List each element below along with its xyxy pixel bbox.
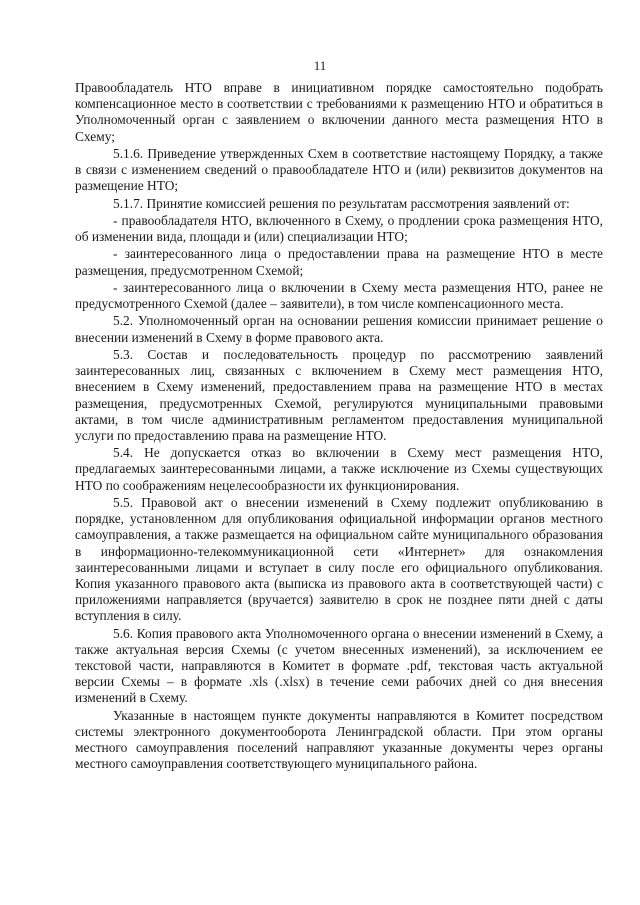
paragraph: 5.1.6. Приведение утвержденных Схем в соответствие настоящему Порядку, а также в связи с изменением сведений о правообладателе НТО и (или) реквизитов документов на размещение НТО;: [75, 145, 603, 194]
document-body: [75, 80, 603, 774]
paragraph: Указанные в настоящем пункте документы направляются в Комитет посредством системы электронного документооборота Ленинградской области. При этом органы местного самоуправления поселений направляют указанные документы через органы местного самоуправления соответствующего муниципального района.: [75, 707, 603, 772]
paragraph: 5.4. Не допускается отказ во включении в Схему мест размещения НТО, предлагаемых заинтересованными лицами, а также исключение из Схемы существующих НТО по соображениям нецелесообразности их функционирования.: [75, 445, 603, 493]
paragraph: 5.2. Уполномоченный орган на основании решения комиссии принимает решение о внесении изменений в Схему в форме правового акта.: [75, 313, 603, 345]
page-number: 11: [313, 58, 327, 73]
paragraph: - заинтересованного лица о предоставлении права на размещение НТО в месте размещения, предусмотренном Схемой;: [75, 246, 603, 278]
paragraph: - заинтересованного лица о включении в Схему места размещения НТО, ранее не предусмотренного Схемой (далее – заявители), в том числе компенсационного места.: [75, 279, 603, 312]
paragraph: Правообладатель НТО вправе в инициативном порядке самостоятельно подобрать компенсационное место в соответствии с требованиями к размещению НТО и обратиться в Уполномоченный орган с заявлением о включении данного места размещения НТО в Схему;: [75, 80, 603, 144]
paragraph: - правообладателя НТО, включенного в Схему, о продлении срока размещения НТО, об изменении вида, площади и (или) специализации НТО;: [75, 212, 603, 245]
paragraph: 5.6. Копия правового акта Уполномоченного органа о внесении изменений в Схему, а также актуальная версия Схемы (с учетом внесенных изменений), за исключением ее текстовой части, направляются в Комитет в формате .pdf, текстовая часть актуальной версии Схемы – в формате .xls (.xlsx) в течение семи рабочих дней со дня внесения изменений в Схему.: [75, 625, 603, 706]
paragraph: 5.1.7. Принятие комиссией решения по результатам рассмотрения заявлений от:: [113, 195, 570, 211]
paragraph: 5.5. Правовой акт о внесении изменений в Схему подлежит опубликованию в порядке, установленном для опубликования официальной информации органов местного самоуправления, а также размещается на официальном сайте муниципального образования в информационно-телекоммуникационной сети «Интернет» для ознакомления заинтересованными лицами и вступает в силу после его официального опубликования. Копия указанного правового акта (выписка из правового акта в соответствующей части) с приложениями направляется (вручается) заявителю в срок не позднее пяти дней с даты вступления в силу.: [75, 494, 603, 624]
paragraph: 5.3. Состав и последовательность процедур по рассмотрению заявлений заинтересованных лиц, связанных с включением в Схему мест размещения НТО, внесением в Схему изменений, предоставлением права на размещение НТО в местах размещения, предусмотренных Схемой, регулируются муниципальными правовыми актами, в том числе административным регламентом предоставления муниципальной услуги по предоставлению права на размещение НТО.: [75, 346, 603, 443]
